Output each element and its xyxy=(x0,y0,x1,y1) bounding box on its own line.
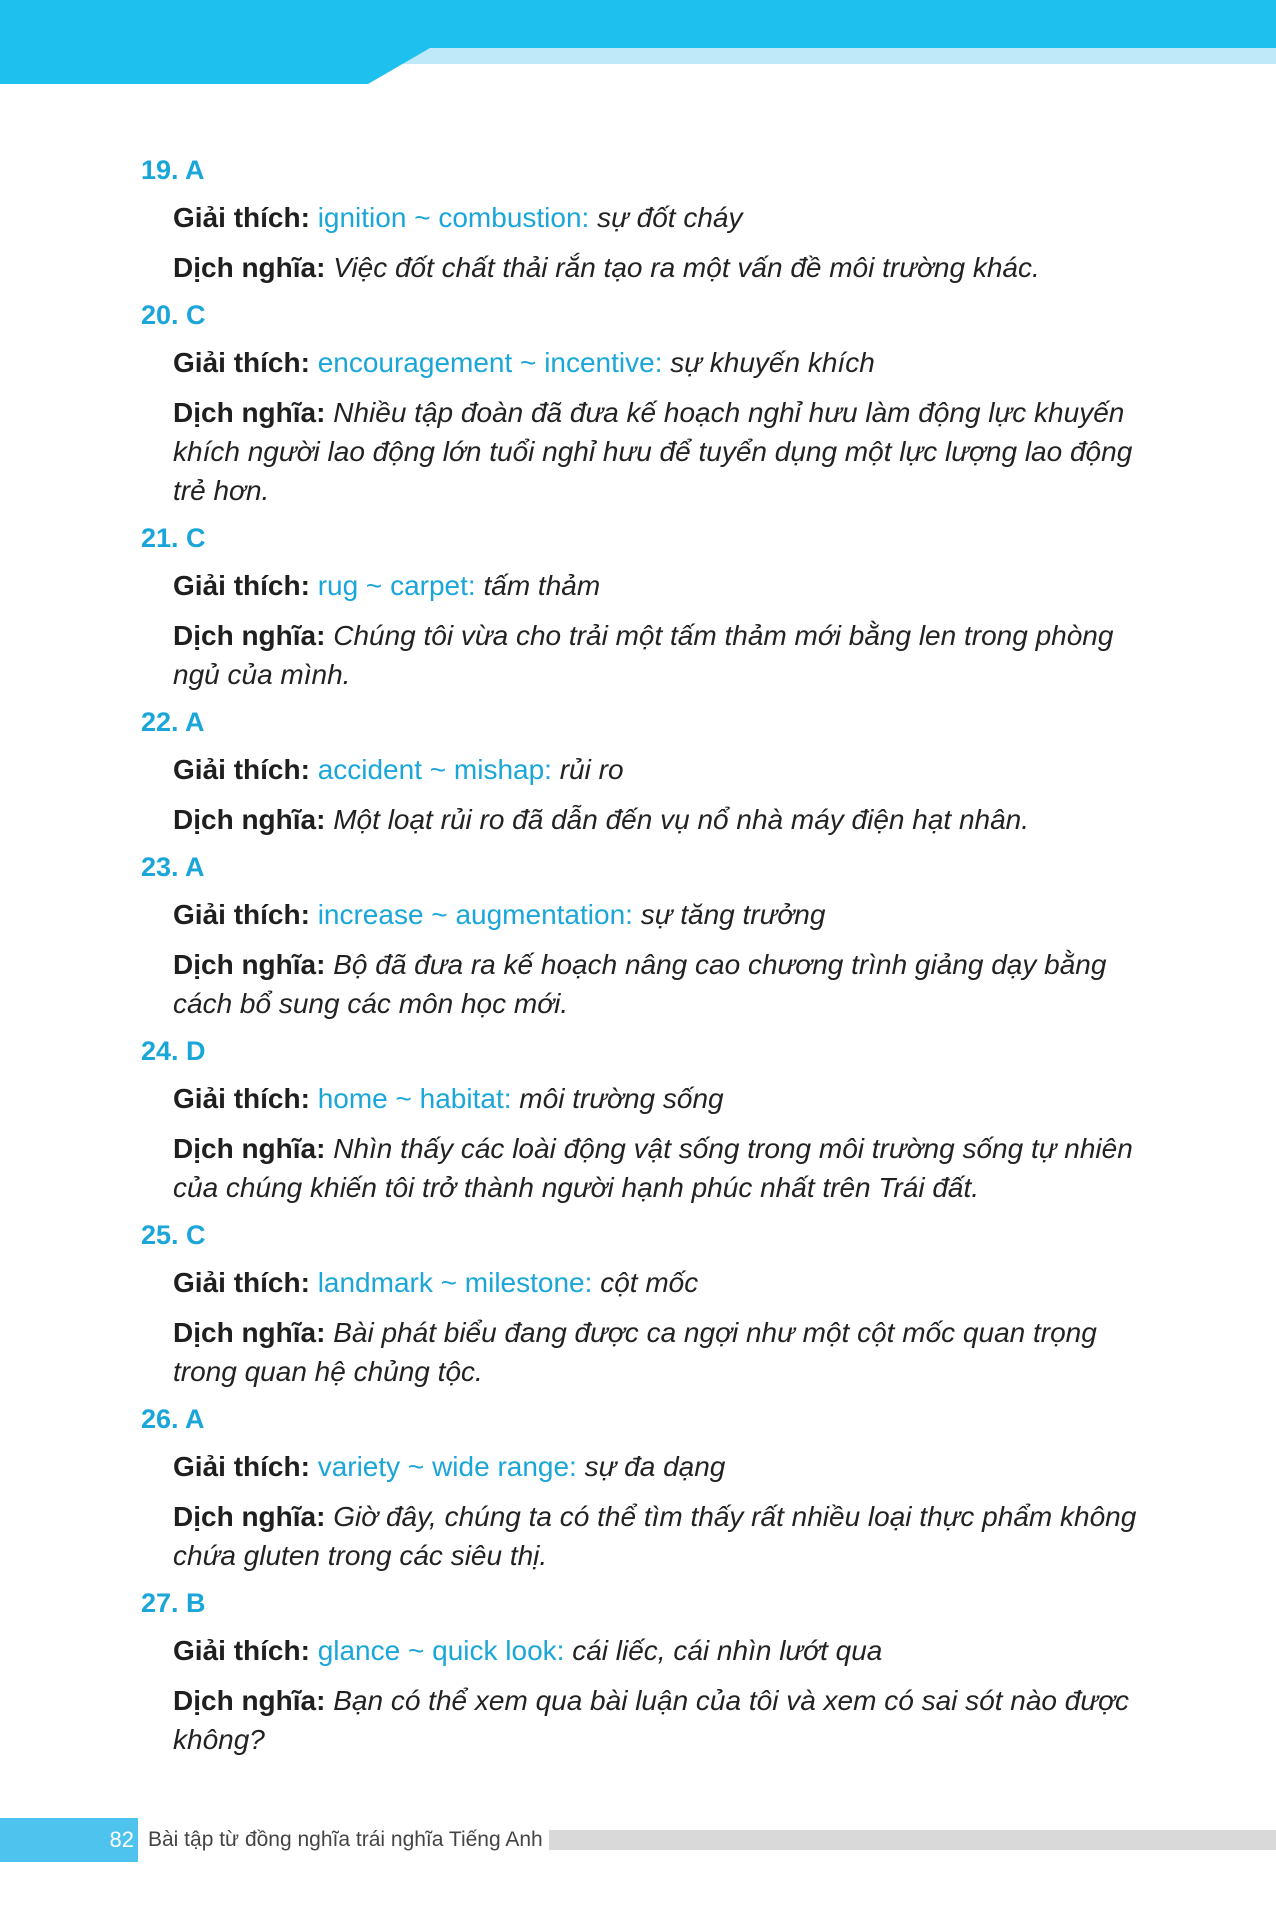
translate-label: Dịch nghĩa: xyxy=(173,804,326,835)
explanation-line: Giải thích: encouragement ~ incentive: sự khuyến khích xyxy=(173,347,875,378)
keyword: increase xyxy=(317,899,424,930)
explain-label: Giải thích: xyxy=(173,1083,310,1114)
synonym: mishap: xyxy=(453,754,552,785)
answer-number: 27. B xyxy=(141,1588,206,1618)
translation-line xyxy=(173,393,1151,510)
translation: Nhiều tập đoàn đã đưa kế hoạch nghỉ hưu làm động lực khuyến khích người lao động lớn tuổi nghỉ hưu để tuyển dụng một lực lượng lao động trẻ hơn. xyxy=(173,397,1133,506)
translation: Bộ đã đưa ra kế hoạch nâng cao chương trình giảng dạy bằng cách bổ sung các môn học mới. xyxy=(173,949,1107,1019)
translation-line xyxy=(173,248,1151,287)
translation-line xyxy=(173,800,1151,839)
answer-item xyxy=(141,148,1151,287)
explain-label: Giải thích: xyxy=(173,1451,310,1482)
meaning: sự đa dạng xyxy=(584,1451,726,1482)
answer-number: 21. C xyxy=(141,523,206,553)
explanation-line: Giải thích: landmark ~ milestone: cột mốc xyxy=(173,1267,699,1298)
explain-label: Giải thích: xyxy=(173,1635,310,1666)
synonym: quick look: xyxy=(432,1635,565,1666)
meaning: tấm thảm xyxy=(483,570,601,601)
answer-item xyxy=(141,1397,1151,1575)
explain-label: Giải thích: xyxy=(173,570,310,601)
page-number: 82 xyxy=(109,1827,134,1852)
keyword: ignition xyxy=(317,202,407,233)
explain-label: Giải thích: xyxy=(173,754,310,785)
page-footer xyxy=(0,1818,1276,1862)
explanation-line: Giải thích: home ~ habitat: môi trường sống xyxy=(173,1083,724,1114)
answer-list xyxy=(141,148,1151,1765)
answer-number: 23. A xyxy=(141,852,205,882)
translation: Bài phát biểu đang được ca ngợi như một cột mốc quan trọng trong quan hệ chủng tộc. xyxy=(173,1317,1097,1387)
translate-label: Dịch nghĩa: xyxy=(173,397,326,428)
translation: Một loạt rủi ro đã dẫn đến vụ nổ nhà máy điện hạt nhân. xyxy=(333,804,1030,835)
explanation-line: Giải thích: increase ~ augmentation: sự tăng trưởng xyxy=(173,899,826,930)
meaning: cột mốc xyxy=(600,1267,699,1298)
meaning: sự khuyến khích xyxy=(670,347,875,378)
answer-item xyxy=(141,700,1151,839)
header-shape xyxy=(0,0,1276,84)
keyword: variety xyxy=(317,1451,401,1482)
translate-label: Dịch nghĩa: xyxy=(173,1133,326,1164)
translation-line xyxy=(173,1313,1151,1391)
answer-item xyxy=(141,845,1151,1023)
synonym: habitat: xyxy=(419,1083,512,1114)
explain-label: Giải thích: xyxy=(173,1267,310,1298)
answer-number: 19. A xyxy=(141,155,205,185)
synonym: incentive: xyxy=(544,347,663,378)
translation-line xyxy=(173,1497,1151,1575)
answer-number: 24. D xyxy=(141,1036,206,1066)
keyword: home xyxy=(317,1083,388,1114)
answer-item xyxy=(141,1029,1151,1207)
synonym: augmentation: xyxy=(455,899,633,930)
keyword: landmark xyxy=(317,1267,433,1298)
answer-number: 20. C xyxy=(141,300,206,330)
translate-label: Dịch nghĩa: xyxy=(173,949,326,980)
answer-number: 26. A xyxy=(141,1404,205,1434)
translation: Giờ đây, chúng ta có thể tìm thấy rất nhiều loại thực phẩm không chứa gluten trong các siêu thị. xyxy=(173,1501,1137,1571)
book-title: Bài tập từ đồng nghĩa trái nghĩa Tiếng Anh xyxy=(148,1818,549,1862)
answer-item xyxy=(141,293,1151,510)
translation: Việc đốt chất thải rắn tạo ra một vấn đề môi trường khác. xyxy=(333,252,1040,283)
answer-item xyxy=(141,516,1151,694)
meaning: rủi ro xyxy=(559,754,624,785)
translate-label: Dịch nghĩa: xyxy=(173,1501,326,1532)
translation-line xyxy=(173,1129,1151,1207)
header-band xyxy=(0,0,1276,84)
keyword: encouragement xyxy=(317,347,513,378)
meaning: môi trường sống xyxy=(519,1083,724,1114)
meaning: sự đốt cháy xyxy=(597,202,743,233)
answer-item xyxy=(141,1581,1151,1759)
translate-label: Dịch nghĩa: xyxy=(173,1685,326,1716)
translate-label: Dịch nghĩa: xyxy=(173,620,326,651)
footer-bar xyxy=(538,1830,1276,1850)
translate-label: Dịch nghĩa: xyxy=(173,1317,326,1348)
meaning: cái liếc, cái nhìn lướt qua xyxy=(572,1635,883,1666)
answer-number: 22. A xyxy=(141,707,205,737)
explain-label: Giải thích: xyxy=(173,347,310,378)
explanation-line: Giải thích: ignition ~ combustion: sự đốt cháy xyxy=(173,202,743,233)
explanation-line: Giải thích: rug ~ carpet: tấm thảm xyxy=(173,570,601,601)
explanation-line: Giải thích: variety ~ wide range: sự đa dạng xyxy=(173,1451,726,1482)
translation: Bạn có thể xem qua bài luận của tôi và xem có sai sót nào được không? xyxy=(173,1685,1130,1755)
translation-line xyxy=(173,616,1151,694)
page-number-box xyxy=(0,1818,138,1862)
keyword: glance xyxy=(317,1635,401,1666)
answer-number: 25. C xyxy=(141,1220,206,1250)
translation: Chúng tôi vừa cho trải một tấm thảm mới bằng len trong phòng ngủ của mình. xyxy=(173,620,1114,690)
synonym: wide range: xyxy=(432,1451,577,1482)
explain-label: Giải thích: xyxy=(173,899,310,930)
translation-line xyxy=(173,1681,1151,1759)
answer-item xyxy=(141,1213,1151,1391)
meaning: sự tăng trưởng xyxy=(640,899,826,930)
translation-line xyxy=(173,945,1151,1023)
explanation-line: Giải thích: accident ~ mishap: rủi ro xyxy=(173,754,624,785)
synonym: combustion: xyxy=(438,202,590,233)
translate-label: Dịch nghĩa: xyxy=(173,252,326,283)
translation: Nhìn thấy các loài động vật sống trong môi trường sống tự nhiên của chúng khiến tôi trở thành người hạnh phúc nhất trên Trái đất. xyxy=(173,1133,1133,1203)
keyword: accident xyxy=(317,754,422,785)
keyword: rug xyxy=(317,570,359,601)
synonym: carpet: xyxy=(390,570,476,601)
explanation-line: Giải thích: glance ~ quick look: cái liếc, cái nhìn lướt qua xyxy=(173,1635,883,1666)
explain-label: Giải thích: xyxy=(173,202,310,233)
synonym: milestone: xyxy=(464,1267,593,1298)
